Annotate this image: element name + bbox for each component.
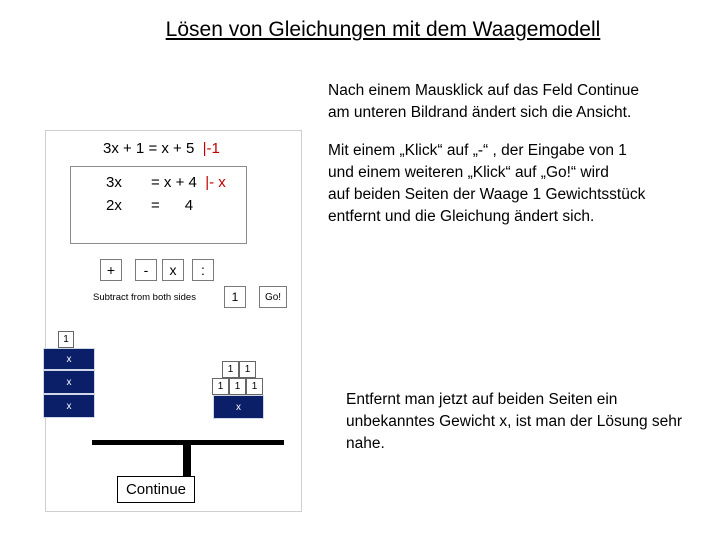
equation-line-2-left: 3x [106, 174, 122, 191]
plus-button[interactable]: + [100, 259, 122, 281]
operation-1: |-1 [202, 140, 220, 157]
operation-hint: Subtract from both sides [93, 292, 196, 303]
number-input[interactable]: 1 [224, 286, 246, 308]
divide-button[interactable]: : [192, 259, 214, 281]
minus-button[interactable]: - [135, 259, 157, 281]
page-title: Lösen von Gleichungen mit dem Waagemodell [165, 18, 601, 41]
equation-line-3-left: 2x [106, 197, 122, 214]
right-weight-1: 1 [229, 378, 246, 395]
equation-line-2-right: = x + 4 |- x [151, 174, 226, 191]
equation-line-1: 3x + 1 = x + 5 |-1 [103, 140, 220, 157]
right-weight-1: 1 [222, 361, 239, 378]
left-weight-x: x [43, 348, 95, 370]
balance-post [183, 444, 191, 478]
instruction-text-3: Entfernt man jetzt auf beiden Seiten ein unbekanntes Gewicht x, ist man der Lösung sehr nahe. [346, 391, 683, 452]
instruction-text-1: Nach einem Mausklick auf das Feld Continue am unteren Bildrand ändert sich die Ansicht. [328, 82, 640, 121]
right-weight-1: 1 [246, 378, 263, 395]
left-weight-x: x [43, 370, 95, 394]
left-weight-1: 1 [58, 331, 74, 348]
right-weight-1: 1 [212, 378, 229, 395]
go-button[interactable]: Go! [259, 286, 287, 308]
instruction-text-2: Mit einem „Klick“ auf „-“ , der Eingabe von 1 und einem weiteren „Klick“ auf „Go!“ wird auf beiden Seiten der Waage 1 Gewichtsstück entfernt und die Gleichung ändert sich. [328, 142, 646, 225]
multiply-button[interactable]: x [162, 259, 184, 281]
right-weight-x: x [213, 395, 264, 419]
right-weight-1: 1 [239, 361, 256, 378]
equation-line-3-right: = 4 [151, 197, 194, 214]
operation-2: |- x [205, 174, 226, 191]
continue-button[interactable]: Continue [117, 476, 195, 503]
left-weight-x: x [43, 394, 95, 418]
